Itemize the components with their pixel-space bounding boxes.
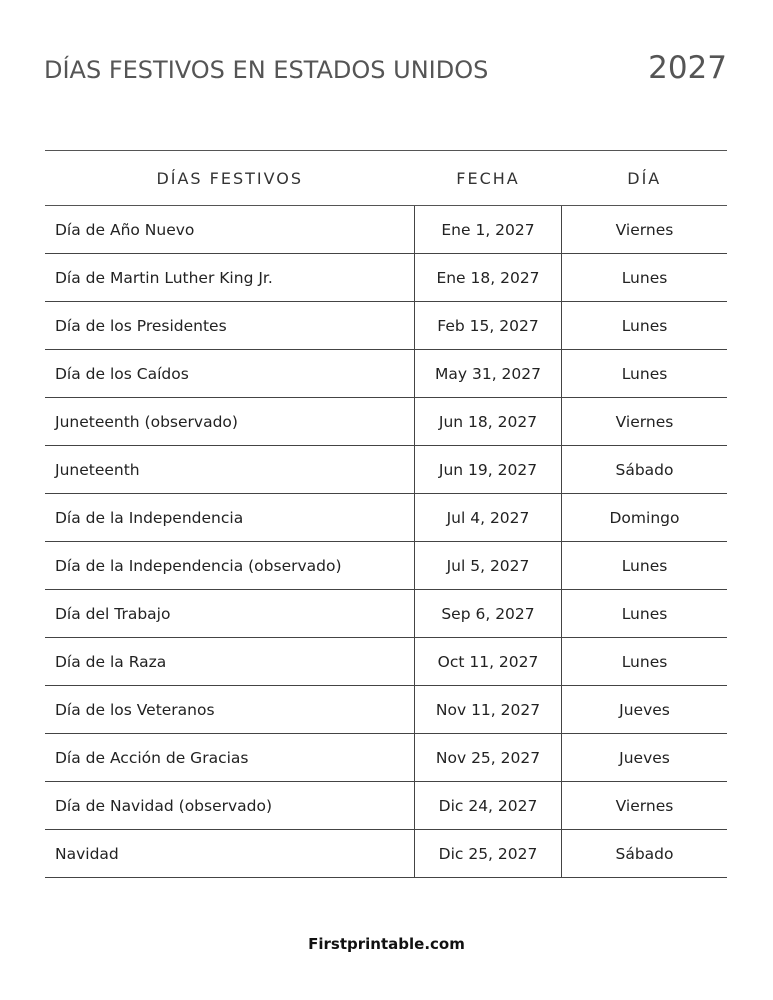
holiday-date-cell: Nov 25, 2027 [415,734,562,782]
holiday-name-cell: Día de Acción de Gracias [45,734,415,782]
holiday-day-cell: Lunes [562,542,728,590]
holiday-date-cell: Jun 18, 2027 [415,398,562,446]
holiday-day-cell: Jueves [562,734,728,782]
holiday-date-cell: Sep 6, 2027 [415,590,562,638]
holiday-name-cell: Día de la Independencia [45,494,415,542]
holiday-name-cell: Día de la Raza [45,638,415,686]
holiday-name-cell: Día de los Presidentes [45,302,415,350]
table-header-row [45,151,727,206]
holiday-date-cell: Oct 11, 2027 [415,638,562,686]
holiday-name-cell: Día de los Caídos [45,350,415,398]
page-title: DÍAS FESTIVOS EN ESTADOS UNIDOS [44,56,489,84]
holiday-name-cell: Día de la Independencia (observado) [45,542,415,590]
holiday-name-cell: Día de Martin Luther King Jr. [45,254,415,302]
table-row [45,254,727,302]
holiday-date-cell: Nov 11, 2027 [415,686,562,734]
holiday-date-cell: May 31, 2027 [415,350,562,398]
holiday-date-cell: Dic 24, 2027 [415,782,562,830]
table-row [45,734,727,782]
column-header-day: DÍA [562,151,728,206]
holiday-date-cell: Dic 25, 2027 [415,830,562,878]
holiday-name-cell: Juneteenth [45,446,415,494]
table-row [45,638,727,686]
holiday-day-cell: Domingo [562,494,728,542]
table-row [45,446,727,494]
holiday-day-cell: Lunes [562,254,728,302]
holiday-name-cell: Día del Trabajo [45,590,415,638]
holiday-date-cell: Jul 4, 2027 [415,494,562,542]
holiday-day-cell: Viernes [562,206,728,254]
table-row [45,206,727,254]
table-row [45,782,727,830]
holiday-day-cell: Sábado [562,446,728,494]
holiday-date-cell: Jun 19, 2027 [415,446,562,494]
holiday-day-cell: Jueves [562,686,728,734]
holiday-day-cell: Lunes [562,638,728,686]
year-label: 2027 [648,50,727,86]
table-row [45,590,727,638]
holiday-name-cell: Navidad [45,830,415,878]
holiday-date-cell: Ene 1, 2027 [415,206,562,254]
table-row [45,830,727,878]
holiday-name-cell: Juneteenth (observado) [45,398,415,446]
holiday-day-cell: Lunes [562,350,728,398]
holiday-date-cell: Jul 5, 2027 [415,542,562,590]
table-row [45,350,727,398]
footer-brand: Firstprintable.com [308,935,465,953]
holiday-day-cell: Viernes [562,398,728,446]
holidays-table [45,150,727,878]
holiday-name-cell: Día de Año Nuevo [45,206,415,254]
holiday-date-cell: Ene 18, 2027 [415,254,562,302]
table-row [45,302,727,350]
table-row [45,494,727,542]
column-header-holiday: DÍAS FESTIVOS [45,151,415,206]
table-row [45,398,727,446]
table-row [45,686,727,734]
holiday-day-cell: Lunes [562,302,728,350]
holiday-day-cell: Viernes [562,782,728,830]
table-row [45,542,727,590]
holiday-date-cell: Feb 15, 2027 [415,302,562,350]
holiday-name-cell: Día de Navidad (observado) [45,782,415,830]
holiday-name-cell: Día de los Veteranos [45,686,415,734]
column-header-date: FECHA [415,151,562,206]
holiday-day-cell: Lunes [562,590,728,638]
holiday-day-cell: Sábado [562,830,728,878]
